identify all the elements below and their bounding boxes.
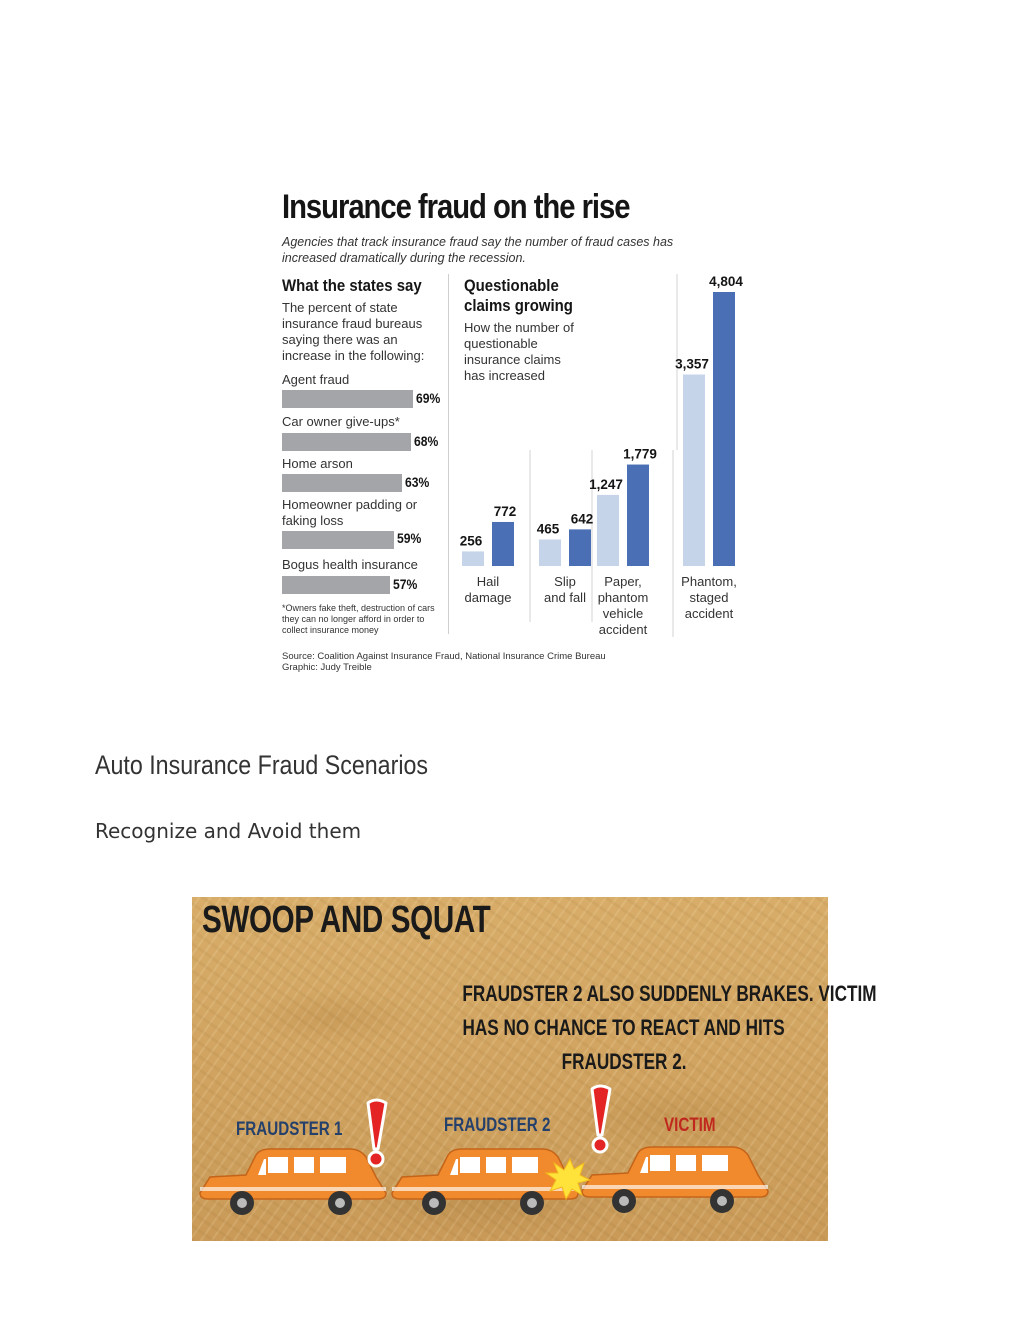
- claims-bar-value: 3,357: [675, 356, 709, 372]
- claims-category-label: staged: [689, 590, 729, 605]
- state-item-value: 69%: [416, 391, 441, 406]
- source-note: [282, 651, 606, 673]
- source-text: Source: Coalition Against Insurance Fraud, National Insurance Crime Bureau: [282, 651, 606, 662]
- claims-category-label: accident: [684, 606, 734, 621]
- section-heading: Auto Insurance Fraud Scenarios: [95, 750, 429, 780]
- state-item-label: Home arson: [282, 456, 353, 471]
- infographic-title: Insurance fraud on the rise: [282, 188, 630, 226]
- claims-bar: [713, 292, 735, 566]
- caption-line: HAS NO CHANCE TO REACT AND HITS: [462, 1015, 786, 1040]
- alert-icon: [368, 1100, 386, 1166]
- state-item-label: Bogus health insurance: [282, 557, 418, 572]
- claims-bar: [462, 551, 484, 566]
- scenario-cars: [192, 897, 828, 1241]
- claims-category-label: vehicle: [602, 606, 644, 621]
- state-item-label: Homeowner padding or faking loss: [282, 497, 418, 528]
- swoop-and-squat-illustration: [192, 897, 877, 1241]
- victim-car: [582, 1147, 768, 1213]
- fraudster-1-label: FRAUDSTER 1: [236, 1119, 343, 1140]
- claims-description: How the number of questionable insurance claims has increased: [464, 320, 574, 383]
- section-subheading: Recognize and Avoid them: [95, 819, 362, 843]
- claims-category-label: damage: [464, 590, 512, 605]
- claims-heading-line1: Questionable: [464, 276, 559, 295]
- claims-bar-value: 1,247: [589, 476, 623, 492]
- graphic-credit: Graphic: Judy Treible: [282, 662, 372, 673]
- claims-bar: [683, 375, 705, 566]
- scenario-title: SWOOP AND SQUAT: [202, 899, 491, 941]
- claims-bar: [569, 529, 591, 566]
- state-item-value: 59%: [397, 531, 422, 546]
- caption-line: FRAUDSTER 2 ALSO SUDDENLY BRAKES. VICTIM: [462, 981, 877, 1006]
- claims-bar: [597, 495, 619, 566]
- claims-category-label: Slip: [554, 574, 576, 589]
- claims-category-label: Paper,: [604, 574, 642, 589]
- claims-bar-value: 256: [459, 533, 483, 549]
- state-item-label: Car owner give-ups*: [282, 414, 400, 429]
- claims-category-label: Phantom,: [681, 574, 737, 589]
- states-footnote: *Owners fake theft, destruction of cars they can no longer afford in order to collect insurance money: [282, 603, 435, 635]
- caption-line: FRAUDSTER 2.: [561, 1049, 687, 1074]
- claims-heading-line2: claims growing: [464, 296, 573, 315]
- claims-category-label: phantom: [597, 590, 649, 605]
- state-item-value: 68%: [414, 434, 439, 449]
- state-item-label: Agent fraud: [282, 372, 350, 387]
- states-heading: What the states say: [282, 276, 422, 295]
- states-description: The percent of state insurance fraud bureaus saying there was an increase in the following:: [282, 300, 425, 363]
- claims-bar: [492, 522, 514, 566]
- claims-bar-chart: [280, 188, 750, 648]
- infographic-subtitle: Agencies that track insurance fraud say the number of fraud cases has increased dramatically during the recession.: [282, 235, 674, 265]
- claims-bar-value: 642: [570, 511, 594, 527]
- fraudster-2-label: FRAUDSTER 2: [444, 1115, 551, 1136]
- alert-icon: [592, 1086, 610, 1152]
- claims-bar: [627, 465, 649, 566]
- state-item-value: 57%: [393, 577, 418, 592]
- state-item-value: 63%: [404, 475, 430, 490]
- claims-category-label: and fall: [544, 590, 586, 605]
- claims-bar: [539, 539, 561, 566]
- fraudster-1-car: [200, 1149, 386, 1215]
- claims-category-label: accident: [598, 622, 648, 637]
- fraud-infographic: [280, 188, 750, 688]
- claims-bar-value: 772: [493, 503, 517, 519]
- claims-bar-value: 465: [536, 521, 560, 537]
- claims-bar-value: 1,779: [623, 446, 657, 462]
- claims-bar-value: 4,804: [709, 274, 743, 289]
- victim-label: VICTIM: [664, 1115, 716, 1136]
- fraudster-2-car: [392, 1149, 578, 1215]
- claims-category-label: Hail: [476, 574, 500, 589]
